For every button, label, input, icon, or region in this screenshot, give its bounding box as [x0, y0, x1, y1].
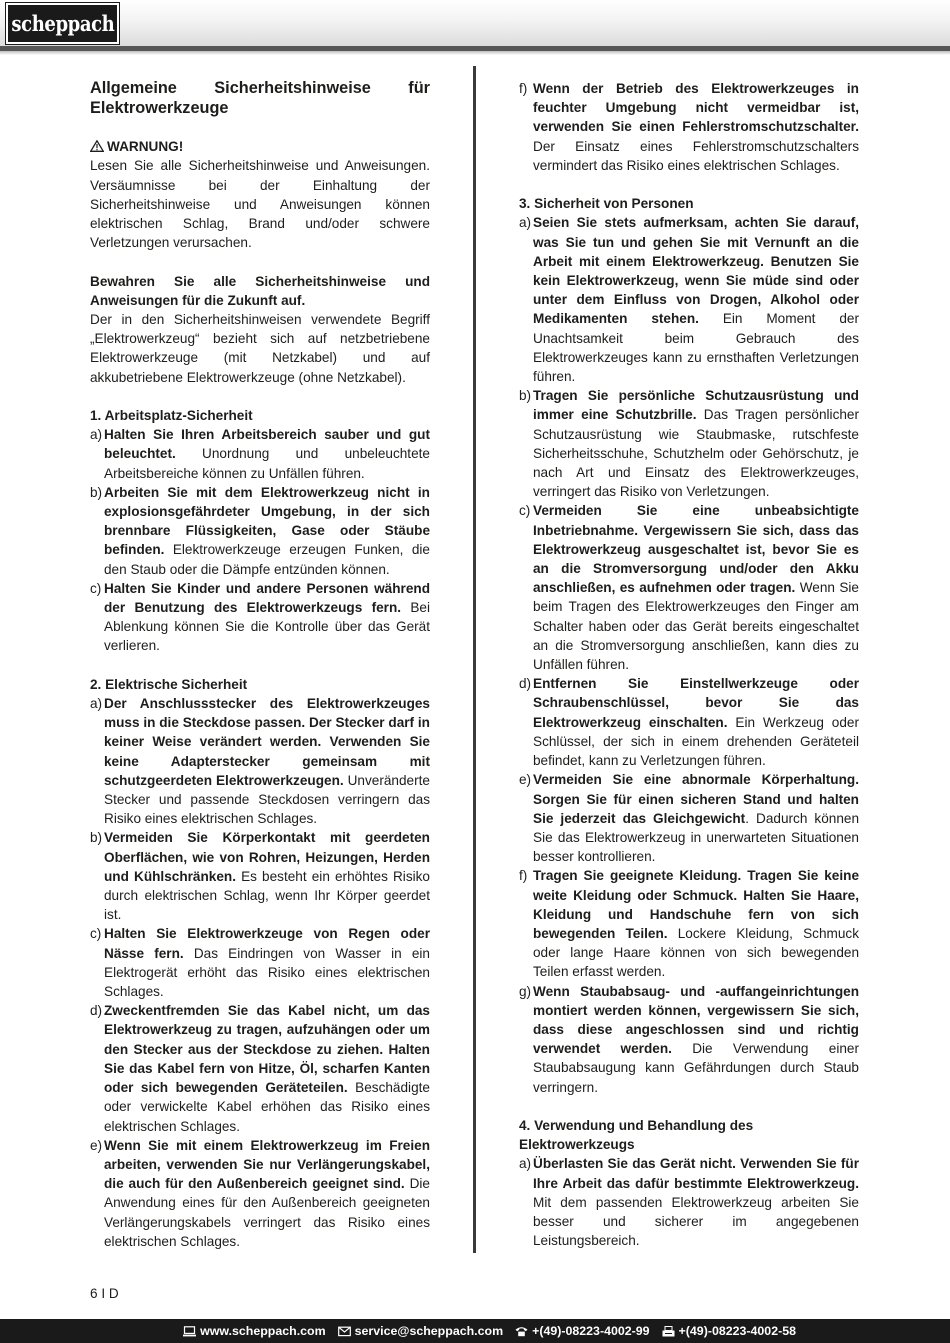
brand-logo	[6, 3, 119, 44]
list-item: a) Überlasten Sie das Gerät nicht. Verwenden Sie für Ihre Arbeit das dafür bestimmte Elektrowerkzeug. Mit dem passenden Elektrowerkzeug arbeiten Sie besser und sicherer im angegebenen Leistungsbereich.	[519, 1156, 859, 1249]
list-item: d) Entfernen Sie Einstellwerkzeuge oder Schraubenschlüssel, bevor Sie das Elektrowerkzeug einschalten. Ein Werkzeug oder Schlüssel, der sich in einem drehenden Geräteteil befindet, kann zu Verletzungen führen.	[519, 676, 859, 769]
heading-tool-use: 4. Verwendung und Behandlung des Elektrowerkzeugs	[519, 1117, 754, 1153]
computer-icon	[183, 1326, 196, 1337]
logo-text: scheppach	[10, 11, 115, 36]
list-item: e) Vermeiden Sie eine abnormale Körperhaltung. Sorgen Sie für einen sicheren Stand und halten Sie jederzeit das Gleichgewicht. Dadurch können Sie das Elektrowerkzeug in unerwarteten Situationen besser kontrollieren.	[519, 772, 860, 865]
keep-instructions-bold: Bewahren Sie alle Sicherheitshinweise und Anweisungen für die Zukunft auf.	[90, 273, 430, 308]
heading-personal-safety: 3. Sicherheit von Personen	[519, 196, 694, 212]
warning-triangle-icon	[90, 140, 104, 152]
list-item: a) Der Anschlussstecker des Elektrowerkzeuges muss in die Steckdose passen. Der Stecker darf in keiner Weise verändert werden. Verwenden Sie keine Adapterstecker gemeinsam mit schutzgeerdeten Elektrowerkzeugen. Unveränderte Stecker und passende Steckdosen verringern das Risiko eines elektrischen Schlages.	[90, 696, 430, 827]
list-item: c) Vermeiden Sie eine unbeabsichtigte Inbetriebnahme. Vergewissern Sie sich, dass das Elektrowerkzeug ausgeschaltet ist, bevor Sie es an die Stromversorgung und/oder den Akku anschließen, es aufnehmen oder tragen. Wenn Sie beim Tragen des Elektrowerkzeuges den Finger am Schalter haben oder das Gerät bereits eingeschaltet an die Stromversorgung anschließen, kann dies zu Unfällen führen.	[519, 503, 859, 673]
list-item: c) Halten Sie Elektrowerkzeuge von Regen oder Nässe fern. Das Eindringen von Wasser in ein Elektrogerät erhöht das Risiko eines elektrischen Schlages.	[90, 926, 430, 1000]
mail-icon	[338, 1326, 351, 1337]
keep-instructions	[90, 272, 430, 310]
warning-text: Lesen Sie alle Sicherheitshinweise und Anweisungen. Versäumnisse bei der Einhaltung der Sicherheitshinweise und Anweisungen können elektrischen Schlag, Brand und/oder schwere Verletzungen verursachen.	[90, 158, 430, 251]
list-item: b) Arbeiten Sie mit dem Elektrowerkzeug nicht in explosionsgefährdeter Umgebung, in der sich brennbare Flüssigkeiten, Gase oder Stäube befinden. Elektrowerkzeuge erzeugen Funken, die den Staub oder die Dämpfe entzünden können.	[90, 484, 430, 577]
list-item: f) Tragen Sie geeignete Kleidung. Tragen Sie keine weite Kleidung oder Schmuck. Halten Sie Haare, Kleidung und Handschuhe fern von sich bewegenden Teilen. Lockere Kleidung, Schmuck oder lange Haare können von sich bewegenden Teilen erfasst werden.	[519, 868, 859, 980]
list-item: g) Wenn Staubabsaug- und -auffangeinrichtungen montiert werden können, vergewissern Sie sich, dass diese angeschlossen sind und richtig verwendet werden. Die Verwendung einer Staubabsaugung kann Gefährdungen durch Staub verringern.	[519, 983, 859, 1095]
right-column	[519, 79, 859, 1250]
contact-web[interactable]: www.scheppach.com	[183, 1324, 326, 1338]
section-title-line1: Allgemeine Sicherheitshinweise für	[90, 79, 430, 97]
page-number: 6 I D	[90, 1286, 119, 1301]
list-item: e) Wenn Sie mit einem Elektrowerkzeug im Freien arbeiten, verwenden Sie nur Verlängerungskabel, die auch für den Außenbereich geeignet sind. Die Anwendung eines für den Außenbereich geeigneten Verlängerungskabels verringert das Risiko eines elektrischen Schlages.	[90, 1137, 430, 1249]
list-item: d) Zweckentfremden Sie das Kabel nicht, um das Elektrowerkzeug zu tragen, aufzuhängen oder um den Stecker aus der Steckdose zu ziehen. Halten Sie das Kabel fern von Hitze, Öl, scharfen Kanten oder sich bewegenden Geräteteilen. Beschädigte oder verwickelte Kabel erhöhen das Risiko eines elektrischen Schlages.	[90, 1003, 430, 1134]
warning-label: WARNUNG!	[107, 139, 184, 155]
list-item: a) Seien Sie stets aufmerksam, achten Sie darauf, was Sie tun und gehen Sie mit Vernunft an die Arbeit mit einem Elektrowerkzeug. Benutzen Sie kein Elektrowerkzeug, wenn Sie müde sind oder unter dem Einfluss von Drogen, Alkohol oder Medikamenten stehen. Ein Moment der Unachtsamkeit beim Gebrauch des Elektrowerkzeuges kann zu ernsthaften Verletzungen führen.	[519, 215, 860, 385]
fax-icon	[662, 1326, 675, 1337]
header-shadow	[0, 51, 950, 55]
left-column	[90, 79, 430, 1251]
list-item: b) Tragen Sie persönliche Schutzausrüstung und immer eine Schutzbrille. Das Tragen persönlicher Schutzausrüstung wie Staubmaske, rutschfeste Sicherheitsschuhe, Schutzhelm oder Gehörschutz, je nach Art und Einsatz des Elektrowerkzeuges, verringert das Risiko von Verletzungen.	[519, 388, 860, 500]
phone-icon	[515, 1326, 528, 1337]
list-item: c) Halten Sie Kinder und andere Personen während der Benutzung des Elektrowerkzeugs fern. Bei Ablenkung können Sie die Kontrolle über das Gerät verlieren.	[90, 580, 430, 654]
list-item: f) Wenn der Betrieb des Elektrowerkzeuges in feuchter Umgebung nicht vermeidbar ist, verwenden Sie einen Fehlerstromschutzschalter. Der Einsatz eines Fehlerstromschutzschalters vermindert das Risiko eines elektrischen Schlages.	[519, 81, 859, 173]
contact-phone[interactable]: +(49)-08223-4002-99	[515, 1324, 649, 1338]
heading-electrical-safety: 2. Elektrische Sicherheit	[90, 676, 248, 692]
header-bar	[0, 0, 950, 46]
list-item: b) Vermeiden Sie Körperkontakt mit geerdeten Oberflächen, wie von Rohren, Heizungen, Herden und Kühlschränken. Es besteht ein erhöhtes Risiko durch elektrischen Schlag, wenn Ihr Körper geerdet ist.	[90, 830, 430, 923]
heading-workplace-safety: 1. Arbeitsplatz-Sicherheit	[90, 408, 253, 423]
column-divider	[473, 66, 476, 1253]
list-item: a) Halten Sie Ihren Arbeitsbereich sauber und gut beleuchtet. Unordnung und unbeleuchtete Arbeitsbereiche können zu Unfällen führen.	[90, 427, 430, 481]
contact-email[interactable]: service@scheppach.com	[338, 1324, 503, 1338]
warning-heading	[90, 137, 430, 156]
section-title-line2: Elektrowerkzeuge	[90, 98, 229, 117]
term-explanation: Der in den Sicherheitshinweisen verwendete Begriff „Elektrowerkzeug“ bezieht sich auf netzbetriebene Elektrowerkzeuge (mit Netzkabel) und auf akkubetriebene Elektrowerkzeuge (ohne Netzkabel).	[90, 312, 430, 385]
contact-bar	[183, 1324, 796, 1338]
contact-fax[interactable]: +(49)-08223-4002-58	[662, 1324, 796, 1338]
